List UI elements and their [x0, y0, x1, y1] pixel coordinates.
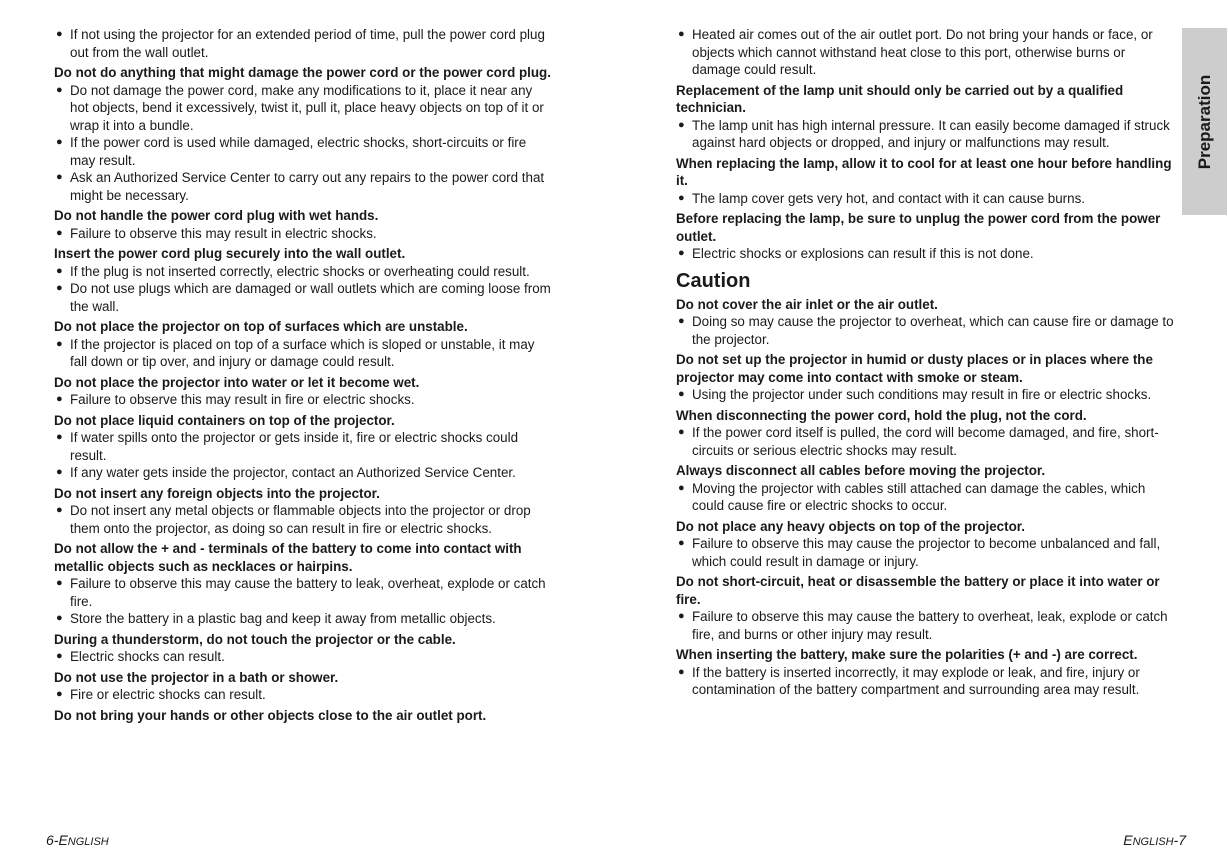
bullet-icon: ●: [678, 247, 685, 259]
bullet-icon: ●: [56, 136, 63, 148]
bullet-icon: ●: [678, 388, 685, 400]
bullet-item: [676, 535, 1176, 570]
bullet-text: The lamp unit has high internal pressure. It can easily become damaged if struck against hard objects or dropped, and injury or malfunctions may result.: [692, 117, 1170, 150]
page-lang-rest: NGLISH: [67, 836, 109, 848]
bullet-text: If the battery is inserted incorrectly, it may explode or leak, and fire, injury or contamination of the battery compartment and surrounding area may result.: [692, 664, 1140, 697]
bullet-item: [54, 134, 554, 169]
bullet-item: [676, 245, 1176, 263]
bullet-icon: ●: [678, 537, 685, 549]
section-heading: Do not handle the power cord plug with wet hands.: [54, 208, 379, 223]
bullet-icon: ●: [678, 426, 685, 438]
bullet-icon: ●: [678, 28, 685, 40]
bullet-item: [54, 610, 554, 628]
bullet-item: [676, 480, 1176, 515]
section-heading: Do not set up the projector in humid or dusty places or in places where the projector may come into contact with smoke or steam.: [676, 352, 1153, 385]
bullet-item: [54, 280, 554, 315]
bullet-text: Failure to observe this may cause the battery to overheat, leak, explode or catch fire, and burns or other injury may result.: [692, 609, 1168, 642]
bullet-text: Failure to observe this may result in fire or electric shocks.: [70, 392, 415, 407]
bullet-item: [54, 336, 554, 371]
bullet-text: If not using the projector for an extended period of time, pull the power cord plug out from the wall outlet.: [70, 27, 545, 60]
bullet-icon: ●: [56, 282, 63, 294]
bullet-item: [54, 686, 554, 704]
section-tab-label: Preparation: [1194, 74, 1214, 169]
caution-title: Caution: [676, 269, 751, 292]
bullet-text: The lamp cover gets very hot, and contact with it can cause burns.: [692, 190, 1085, 206]
section-heading: Do not do anything that might damage the power cord or the power cord plug.: [54, 65, 551, 80]
bullet-text: If the power cord itself is pulled, the cord will become damaged, and fire, short-circuits or serious electric shocks may result.: [692, 425, 1159, 458]
bullet-item: [54, 648, 554, 666]
bullet-text: Failure to observe this may cause the projector to become unbalanced and fall, which could result in damage or injury.: [692, 536, 1161, 569]
bullet-item: [676, 313, 1176, 348]
bullet-icon: ●: [56, 264, 63, 277]
bullet-item: [54, 502, 554, 537]
page-num: -7: [1173, 832, 1186, 848]
section-heading: When inserting the battery, make sure the polarities (+ and -) are correct.: [676, 647, 1138, 662]
bullet-text: Doing so may cause the projector to overheat, which can cause fire or damage to the projector.: [692, 314, 1174, 347]
bullet-item: [676, 190, 1176, 208]
bullet-item: [54, 464, 554, 482]
section-heading: When replacing the lamp, allow it to cool for at least one hour before handling it.: [676, 155, 1172, 188]
right-column: [676, 26, 1176, 699]
bullet-text: If the power cord is used while damaged, electric shocks, short-circuits or fire may result.: [70, 135, 527, 168]
bullet-icon: ●: [678, 118, 685, 131]
section-heading: Do not place any heavy objects on top of the projector.: [676, 518, 1025, 534]
bullet-icon: ●: [56, 577, 63, 589]
bullet-text: If any water gets inside the projector, contact an Authorized Service Center.: [70, 465, 516, 480]
bullet-item: [54, 82, 554, 135]
section-heading: Insert the power cord plug securely into the wall outlet.: [54, 246, 406, 261]
bullet-text: Moving the projector with cables still attached can damage the cables, which could cause fire or electric shocks to occur.: [692, 480, 1146, 513]
bullet-text: Ask an Authorized Service Center to carry out any repairs to the power cord that might be necessary.: [70, 170, 545, 203]
section-heading: Do not place the projector into water or let it become wet.: [54, 374, 420, 390]
bullet-item: [54, 575, 554, 610]
section-heading: During a thunderstorm, do not touch the projector or the cable.: [54, 631, 456, 647]
bullet-text: Do not damage the power cord, make any modifications to it, place it near any hot objects, bend it excessively, twist it, pull it, place heavy objects on top of it or wrap it into a bundle.: [70, 82, 544, 133]
bullet-item: [54, 429, 554, 464]
bullet-icon: ●: [56, 337, 63, 350]
bullet-icon: ●: [678, 481, 685, 494]
section-heading: Do not use the projector in a bath or shower.: [54, 669, 339, 685]
bullet-text: Failure to observe this may result in electric shocks.: [70, 225, 377, 241]
section-heading: Before replacing the lamp, be sure to unplug the power cord from the power outlet.: [676, 211, 1161, 244]
bullet-text: If water spills onto the projector or gets inside it, fire or electric shocks could result.: [70, 430, 519, 463]
page-number-left: [46, 832, 109, 848]
bullet-item: [54, 263, 554, 281]
bullet-icon: ●: [56, 466, 63, 478]
bullet-icon: ●: [678, 191, 685, 204]
section-heading: Do not cover the air inlet or the air outlet.: [676, 296, 938, 312]
bullet-text: Heated air comes out of the air outlet port. Do not bring your hands or face, or objects which cannot withstand heat close to this port, otherwise burns or damage could result.: [692, 27, 1153, 77]
bullet-item: [676, 664, 1176, 699]
bullet-icon: ●: [56, 171, 63, 183]
bullet-item: [676, 386, 1176, 404]
bullet-item: [676, 608, 1176, 643]
bullet-item: [54, 225, 554, 243]
bullet-text: Failure to observe this may cause the battery to leak, overheat, explode or catch fire.: [70, 576, 546, 609]
page-num: 6-: [46, 832, 59, 848]
bullet-icon: ●: [56, 226, 63, 239]
bullet-icon: ●: [56, 612, 63, 624]
bullet-text: Using the projector under such conditions may result in fire or electric shocks.: [692, 387, 1152, 402]
section-heading: Always disconnect all cables before moving the projector.: [676, 463, 1046, 478]
bullet-icon: ●: [56, 504, 63, 516]
bullet-item: [54, 169, 554, 204]
bullet-item: [54, 26, 554, 61]
section-heading: Do not place liquid containers on top of the projector.: [54, 412, 395, 428]
section-heading: Do not bring your hands or other objects close to the air outlet port.: [54, 707, 487, 723]
bullet-text: Store the battery in a plastic bag and keep it away from metallic objects.: [70, 611, 496, 626]
bullet-icon: ●: [56, 650, 63, 662]
bullet-text: If the plug is not inserted correctly, electric shocks or overheating could result.: [70, 263, 530, 279]
bullet-text: Do not use plugs which are damaged or wall outlets which are coming loose from the wall.: [70, 281, 551, 314]
bullet-text: Do not insert any metal objects or flammable objects into the projector or drop them onto the projector, as doing so can result in fire or electric shocks.: [70, 503, 531, 536]
section-heading: Do not short-circuit, heat or disassemble the battery or place it into water or fire.: [676, 574, 1160, 607]
bullet-icon: ●: [56, 688, 63, 700]
bullet-text: Fire or electric shocks can result.: [70, 687, 266, 702]
bullet-icon: ●: [56, 431, 63, 443]
section-heading: Do not insert any foreign objects into the projector.: [54, 485, 380, 501]
bullet-text: Electric shocks or explosions can result if this is not done.: [692, 246, 1034, 261]
left-column: [54, 26, 554, 724]
section-tab: [1182, 28, 1227, 215]
page-lang-initial: E: [1123, 832, 1133, 848]
bullet-icon: ●: [678, 315, 685, 327]
page-lang-initial: E: [58, 832, 68, 848]
bullet-icon: ●: [56, 83, 63, 96]
page-lang-rest: NGLISH: [1132, 836, 1174, 848]
bullet-item: [676, 26, 1176, 79]
bullet-text: If the projector is placed on top of a surface which is sloped or unstable, it may fall down or tip over, and injury or damage could result.: [70, 336, 535, 369]
bullet-text: Electric shocks can result.: [70, 649, 225, 664]
bullet-icon: ●: [56, 28, 63, 40]
bullet-icon: ●: [56, 393, 63, 405]
bullet-item: [676, 117, 1176, 152]
section-heading: Replacement of the lamp unit should only be carried out by a qualified technician.: [676, 82, 1124, 115]
bullet-item: [676, 424, 1176, 459]
section-heading: Do not place the projector on top of surfaces which are unstable.: [54, 319, 468, 334]
section-heading: When disconnecting the power cord, hold the plug, not the cord.: [676, 407, 1087, 423]
bullet-item: [54, 391, 554, 409]
bullet-icon: ●: [678, 665, 685, 678]
page-number-right: [1123, 832, 1186, 848]
bullet-icon: ●: [678, 610, 685, 622]
section-heading: Do not allow the + and - terminals of the battery to come into contact with metallic objects such as necklaces or hairpins.: [54, 541, 522, 574]
